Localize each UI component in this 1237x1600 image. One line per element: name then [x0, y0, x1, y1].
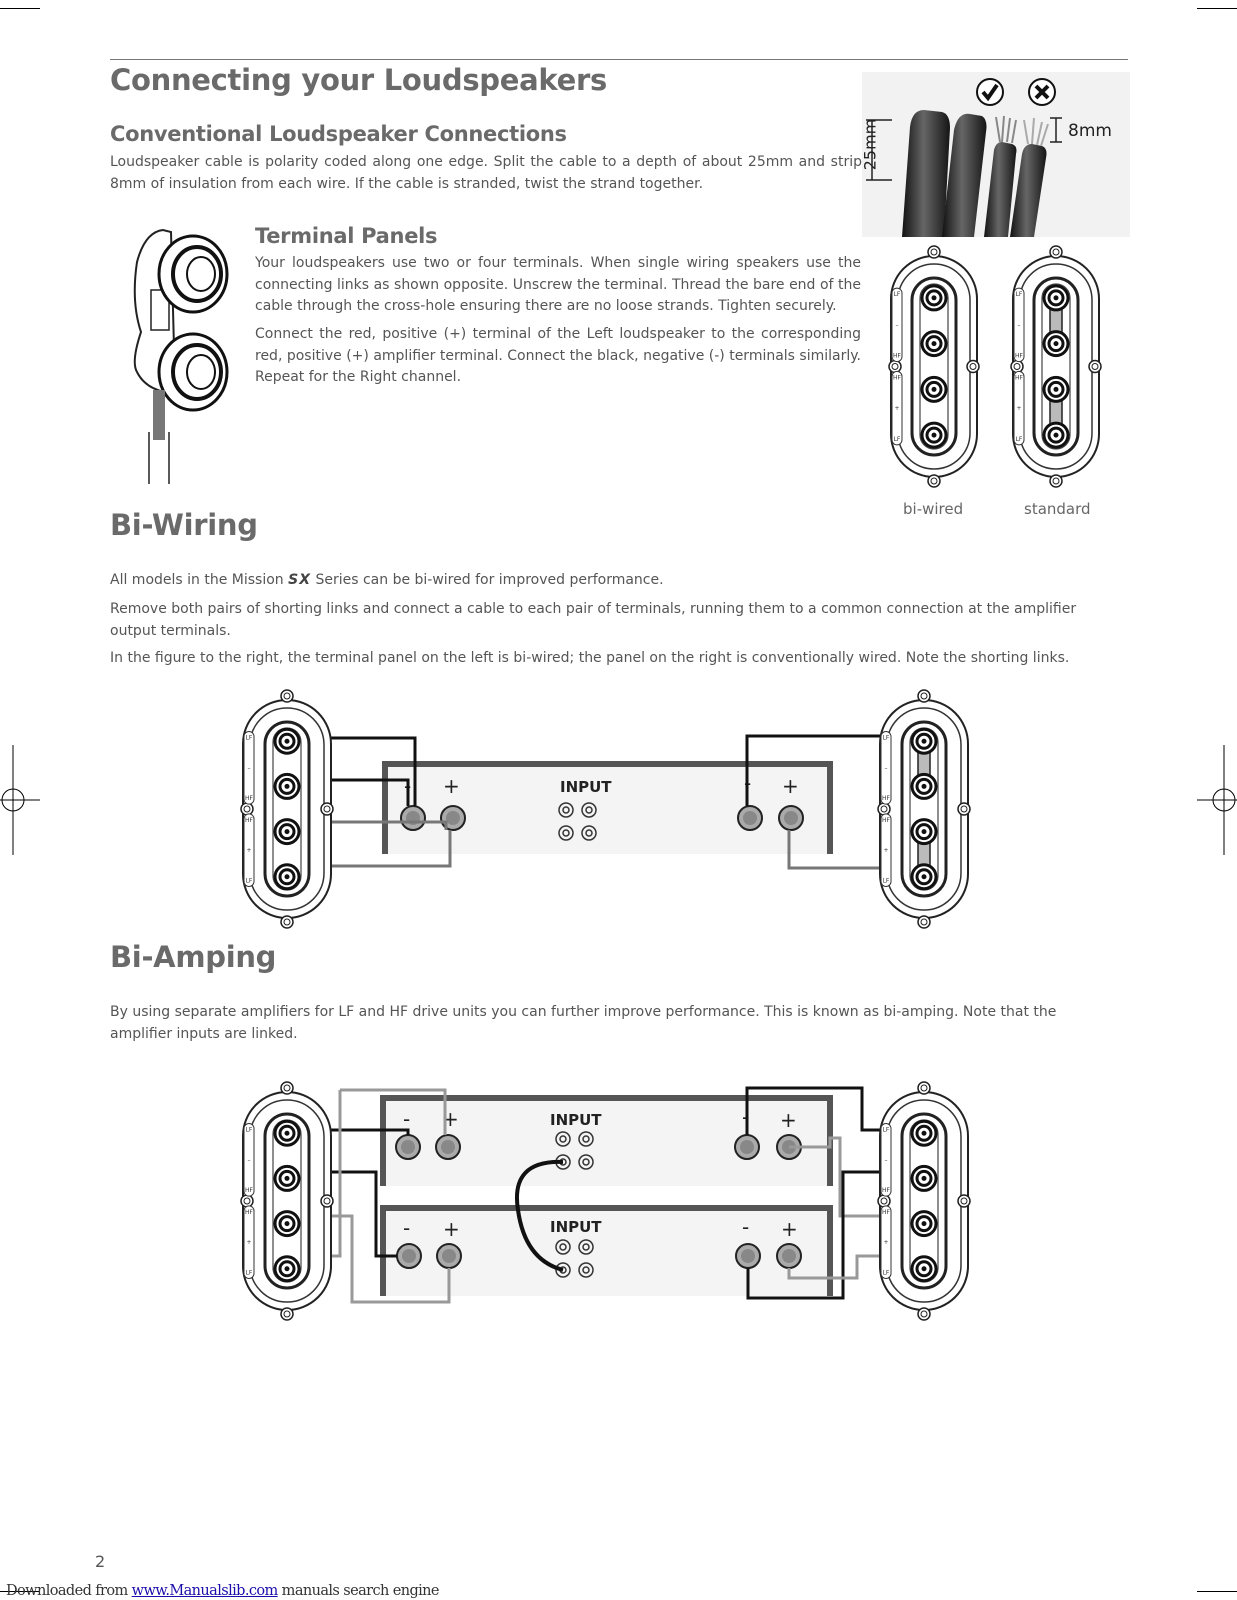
amp-input-label: INPUT	[560, 778, 612, 796]
panel-label: –	[895, 321, 899, 329]
biamping-para1: By using separate amplifiers for LF and HF drive units you can further improve performance. This is known as bi-amping. Note that the amplifier inputs are linked.	[110, 1004, 1057, 1042]
registration-mark-left	[0, 745, 42, 855]
panel-label: LF	[245, 1269, 253, 1277]
panel-label: LF	[893, 435, 901, 443]
panel-label: –	[247, 1156, 251, 1164]
biwiring-para3: In the figure to the right, the terminal panel on the left is bi-wired; the panel on the right is conventionally wired. Note the shorting links.	[110, 650, 1070, 666]
caption-standard: standard	[1024, 500, 1091, 518]
terminal-panels-para2: Connect the red, positive (+) terminal of the Left loudspeaker to the corresponding red, positive (+) amplifier terminal. Connect the black, negative (-) terminals similarly. Repeat for the Right channel.	[255, 326, 861, 385]
conventional-heading: Conventional Loudspeaker Connections	[110, 122, 567, 146]
dimension-strip-label: 8mm	[1068, 121, 1112, 141]
panel-label: HF	[893, 374, 901, 382]
panel-label: LF	[882, 1269, 890, 1277]
panel-label: HF	[245, 816, 253, 824]
panel-label: HF	[1015, 352, 1023, 360]
cable-strip-illustration	[862, 72, 1130, 237]
panel-label: –	[1017, 321, 1021, 329]
panel-label: +	[246, 1239, 252, 1247]
panel-label: HF	[882, 1208, 890, 1216]
panel-label: +	[883, 847, 889, 855]
biamping-heading: Bi-Amping	[110, 940, 277, 974]
panel-label: LF	[245, 1126, 253, 1134]
upper-amp-input-label: INPUT	[550, 1111, 602, 1129]
panel-label: HF	[1015, 374, 1023, 382]
lower-amp-plus-left: +	[443, 1217, 460, 1241]
terminal-panels-para1: Your loudspeakers use two or four terminals. When single wiring speakers use the connecting links as shown opposite. Unscrew the terminal. Thread the bare end of the cable through the cross-hole ensuring there are no loose strands. Tighten securely.	[255, 255, 861, 314]
upper-amp-minus-left: -	[403, 1107, 411, 1131]
panel-label: +	[894, 405, 900, 413]
panel-label: HF	[245, 1187, 253, 1195]
crop-mark-bottom-right	[1197, 1591, 1237, 1592]
lower-amp-input-label: INPUT	[550, 1218, 602, 1236]
amp-plus-right: +	[782, 774, 799, 798]
top-rule	[110, 59, 1128, 60]
panel-label: LF	[882, 877, 890, 885]
terminal-closeup-illustration	[125, 222, 237, 487]
amp-plus-left: +	[443, 774, 460, 798]
panel-label: LF	[1015, 291, 1023, 299]
panel-label: LF	[893, 291, 901, 299]
biwiring-para1: All models in the Mission SX Series can be bi-wired for improved performance.	[110, 572, 664, 588]
panel-label: LF	[245, 877, 253, 885]
panel-label: –	[884, 1156, 888, 1164]
terminal-panels-heading: Terminal Panels	[255, 224, 438, 248]
panel-label: HF	[882, 795, 890, 803]
panel-label: HF	[882, 1187, 890, 1195]
panel-label: LF	[245, 734, 253, 742]
biwiring-para2: Remove both pairs of shorting links and connect a cable to each pair of terminals, running them to a common connection at the amplifier output terminals.	[110, 601, 1077, 639]
lower-amp-minus-left: -	[403, 1216, 411, 1240]
sx-brand-mark: SX	[288, 572, 312, 588]
upper-amp-minus-right: -	[742, 1105, 750, 1129]
terminal-panel-biwired	[888, 244, 980, 489]
panel-label: +	[883, 1239, 889, 1247]
panel-label: HF	[893, 352, 901, 360]
terminal-panel-standard	[1010, 244, 1102, 489]
conventional-text: Loudspeaker cable is polarity coded along one edge. Split the cable to a depth of about 25mm and strip 8mm of insulation from each wire. If the cable is stranded, twist the strand together.	[110, 154, 862, 192]
panel-label: HF	[245, 795, 253, 803]
panel-label: –	[247, 764, 251, 772]
upper-amp-plus-left: +	[442, 1107, 459, 1131]
speaker-panel-right	[878, 690, 970, 928]
lower-amp-plus-right: +	[781, 1217, 798, 1241]
dimension-depth-label: 25mm	[860, 118, 880, 171]
upper-amp-plus-right: +	[780, 1108, 797, 1132]
panel-label: LF	[882, 1126, 890, 1134]
biwiring-diagram	[240, 688, 990, 938]
caption-biwired: bi-wired	[903, 500, 964, 518]
biwiring-heading: Bi-Wiring	[110, 508, 258, 542]
amp-minus-left: -	[404, 774, 412, 798]
page-title: Connecting your Loudspeakers	[110, 63, 607, 97]
biamp-speaker-panel-right	[878, 1082, 970, 1320]
panel-label: HF	[882, 816, 890, 824]
amp-minus-right: -	[744, 771, 752, 795]
biamping-diagram	[240, 1080, 990, 1330]
panel-label: –	[884, 764, 888, 772]
panel-label: LF	[1015, 435, 1023, 443]
speaker-panel-left	[241, 690, 333, 928]
panel-label: HF	[245, 1208, 253, 1216]
page-number: 2	[95, 1552, 106, 1571]
biamp-speaker-panel-left	[241, 1082, 333, 1320]
crop-mark-top-left	[0, 8, 40, 9]
panel-label: +	[246, 847, 252, 855]
panel-label: LF	[882, 734, 890, 742]
footer: Downloaded from www.Manualslib.com manuals search engine	[6, 1583, 439, 1599]
lower-amp-minus-right: -	[742, 1215, 750, 1239]
registration-mark-right	[1195, 745, 1237, 855]
manualslib-link[interactable]: www.Manualslib.com	[131, 1583, 278, 1599]
panel-label: +	[1016, 405, 1022, 413]
crop-mark-top-right	[1197, 8, 1237, 9]
